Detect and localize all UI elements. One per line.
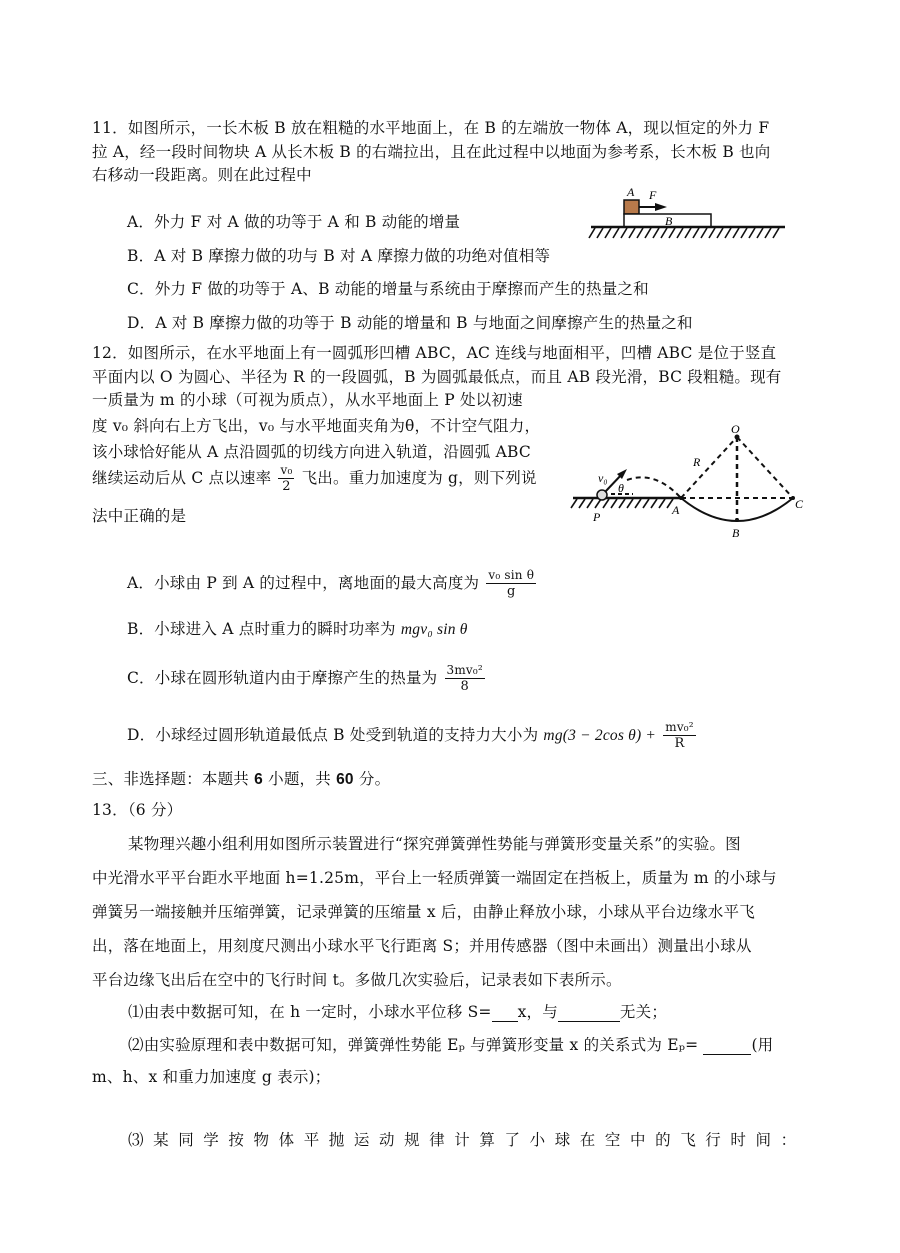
label-r: R <box>693 455 701 469</box>
label-a: A <box>627 185 635 199</box>
q13-sub-2-line-2: m、h、x 和重力加速度 g 表示)； <box>92 1068 331 1086</box>
label-b: B <box>665 214 673 228</box>
label-b: B <box>732 526 740 540</box>
radius-oc <box>737 437 793 498</box>
point-a <box>679 496 683 500</box>
option-a-fraction <box>486 568 536 600</box>
section3-score: 60 <box>336 771 354 788</box>
option-d-text: D．小球经过圆形轨道最低点 B 处受到轨道的支持力大小为 <box>127 726 539 744</box>
q13-sub-3: ⑶某同学按物体平抛运动规律计算了小球在空中的飞行时间： <box>128 1131 806 1149</box>
fraction-denominator: R <box>674 736 685 751</box>
q12-stem-line-1: 12．如图所示，在水平地面上有一圆弧形凹槽 ABC，AC 连线与地面相平，凹槽 ABC 是位于竖直 <box>92 344 777 362</box>
q13-para-line-2: 中光滑水平平台距水平地面 h=1.25m，平台上一轻质弹簧一端固定在挡板上，质量为 m 的小球与 <box>92 869 777 887</box>
speed-fraction <box>278 463 294 495</box>
option-b-text: B．小球进入 A 点时重力的瞬时功率为 <box>127 620 396 638</box>
q11-figure <box>585 183 795 243</box>
option-d-expression: mg(3 − 2cos θ) + <box>543 727 657 744</box>
q12-line6-after: 飞出。重力加速度为 g，则下列说 <box>301 469 537 487</box>
fraction-numerator: v₀ <box>280 463 293 477</box>
option-d-fraction <box>663 720 696 752</box>
q12-figure <box>565 420 820 545</box>
ground-hatching <box>571 499 673 508</box>
q11-option-c: C．外力 F 做的功等于 A、B 动能的增量与系统由于摩擦而产生的热量之和 <box>127 280 649 298</box>
q11-option-b: B．A 对 B 摩擦力做的功与 B 对 A 摩擦力做的功绝对值相等 <box>127 247 551 265</box>
q11-stem-line-3: 右移动一段距离。则在此过程中 <box>92 166 312 184</box>
option-c-text: C．小球在圆形轨道内由于摩擦产生的热量为 <box>127 669 438 687</box>
fraction-numerator: mv₀² <box>665 720 694 734</box>
q13-para-line-3: 弹簧另一端接触并压缩弹簧，记录弹簧的压缩量 x 后，由静止释放小球，小球从平台边缘水平飞 <box>92 903 755 921</box>
section3-count: 6 <box>254 771 263 788</box>
label-a: A <box>672 503 680 517</box>
point-b <box>735 518 739 522</box>
section3-heading-mid: 小题，共 <box>268 770 331 788</box>
answer-blank-3[interactable] <box>703 1038 751 1055</box>
fraction-denominator: 2 <box>282 479 291 494</box>
option-b-expression: mgv₀ sin θ <box>400 621 468 638</box>
sub1-part-a: ⑴由表中数据可知，在 h 一定时，小球水平位移 S= <box>128 1003 492 1021</box>
answer-blank-1[interactable] <box>492 1005 518 1022</box>
q11-stem-line-2: 拉 A，经一段时间物块 A 从长木板 B 的右端拉出，且在此过程中以地面为参考系，长木板 B 也向 <box>92 143 771 161</box>
fraction-denominator: 8 <box>460 679 469 694</box>
sub2-part-a: ⑵由实验原理和表中数据可知，弹簧弹性势能 Eₚ 与弹簧形变量 x 的关系式为 Eₚ= <box>128 1036 699 1054</box>
section3-heading-post: 分。 <box>358 770 391 788</box>
q12-stem-line-2: 平面内以 O 为圆心、半径为 R 的一段圆弧，B 为圆弧最低点，而且 AB 段光滑，BC 段粗糙。现有 <box>92 368 782 386</box>
answer-blank-2[interactable] <box>558 1005 620 1022</box>
q13-sub-1 <box>128 1002 667 1022</box>
q12-stem-line-5: 该小球恰好能从 A 点沿圆弧的切线方向进入轨道，沿圆弧 ABC <box>92 443 531 461</box>
label-f: F <box>649 188 657 202</box>
section3-heading-pre: 三、非选择题：本题共 <box>92 770 250 788</box>
q12-option-d <box>127 720 698 752</box>
trajectory <box>627 477 681 498</box>
q12-stem-line-6 <box>92 463 537 495</box>
label-v0: v₀ <box>598 471 608 485</box>
label-theta: θ <box>618 481 624 495</box>
ground-hatching <box>589 228 779 238</box>
option-a-text: A．小球由 P 到 A 的过程中，离地面的最大高度为 <box>127 574 480 592</box>
label-p: P <box>593 510 601 524</box>
fraction-numerator: v₀ sin θ <box>488 568 535 582</box>
q12-option-a <box>127 568 538 600</box>
q13-para-line-1: 某物理兴趣小组利用如图所示装置进行“探究弹簧弹性势能与弹簧形变量关系”的实验。图 <box>128 835 741 853</box>
label-o: O <box>731 422 740 436</box>
fraction-numerator: 3mv₀² <box>446 663 483 677</box>
q12-stem-line-3: 一质量为 m 的小球（可视为质点），从水平地面上 P 处以初速 <box>92 391 523 409</box>
q11-stem-line-1: 11．如图所示，一长木板 B 放在粗糙的水平地面上，在 B 的左端放一物体 A，现以恒定的外力 F <box>92 119 770 137</box>
q11-option-a: A．外力 F 对 A 做的功等于 A 和 B 动能的增量 <box>127 213 461 231</box>
q13-sub-2 <box>128 1035 773 1055</box>
sub1-part-b: x，与 <box>517 1003 558 1021</box>
fraction-denominator: g <box>507 584 516 599</box>
q12-stem-line-7: 法中正确的是 <box>92 507 187 525</box>
option-c-fraction <box>445 663 485 695</box>
q12-option-c <box>127 663 487 695</box>
q12-line6-before: 继续运动后从 C 点以速率 <box>92 469 272 487</box>
sub2-part-b: (用 <box>751 1036 774 1054</box>
force-arrow-head <box>655 203 667 211</box>
q13-para-line-5: 平台边缘飞出后在空中的飞行时间 t。多做几次实验后，记录表如下表所示。 <box>92 971 622 989</box>
q12-option-b <box>127 619 468 640</box>
q13-title: 13．（6 分） <box>92 801 183 819</box>
label-c: C <box>795 497 804 511</box>
block-a <box>624 200 639 214</box>
radius-oa <box>681 437 737 498</box>
q11-option-d: D．A 对 B 摩擦力做的功等于 B 动能的增量和 B 与地面之间摩擦产生的热量之和 <box>127 314 693 332</box>
section3-heading <box>92 769 390 790</box>
q13-para-line-4: 出，落在地面上，用刻度尺测出小球水平飞行距离 S；并用传感器（图中未画出）测量出小球从 <box>92 937 752 955</box>
q12-stem-line-4: 度 v₀ 斜向右上方飞出，v₀ 与水平地面夹角为θ，不计空气阻力， <box>92 417 541 435</box>
sub1-part-c: 无关； <box>619 1003 668 1021</box>
